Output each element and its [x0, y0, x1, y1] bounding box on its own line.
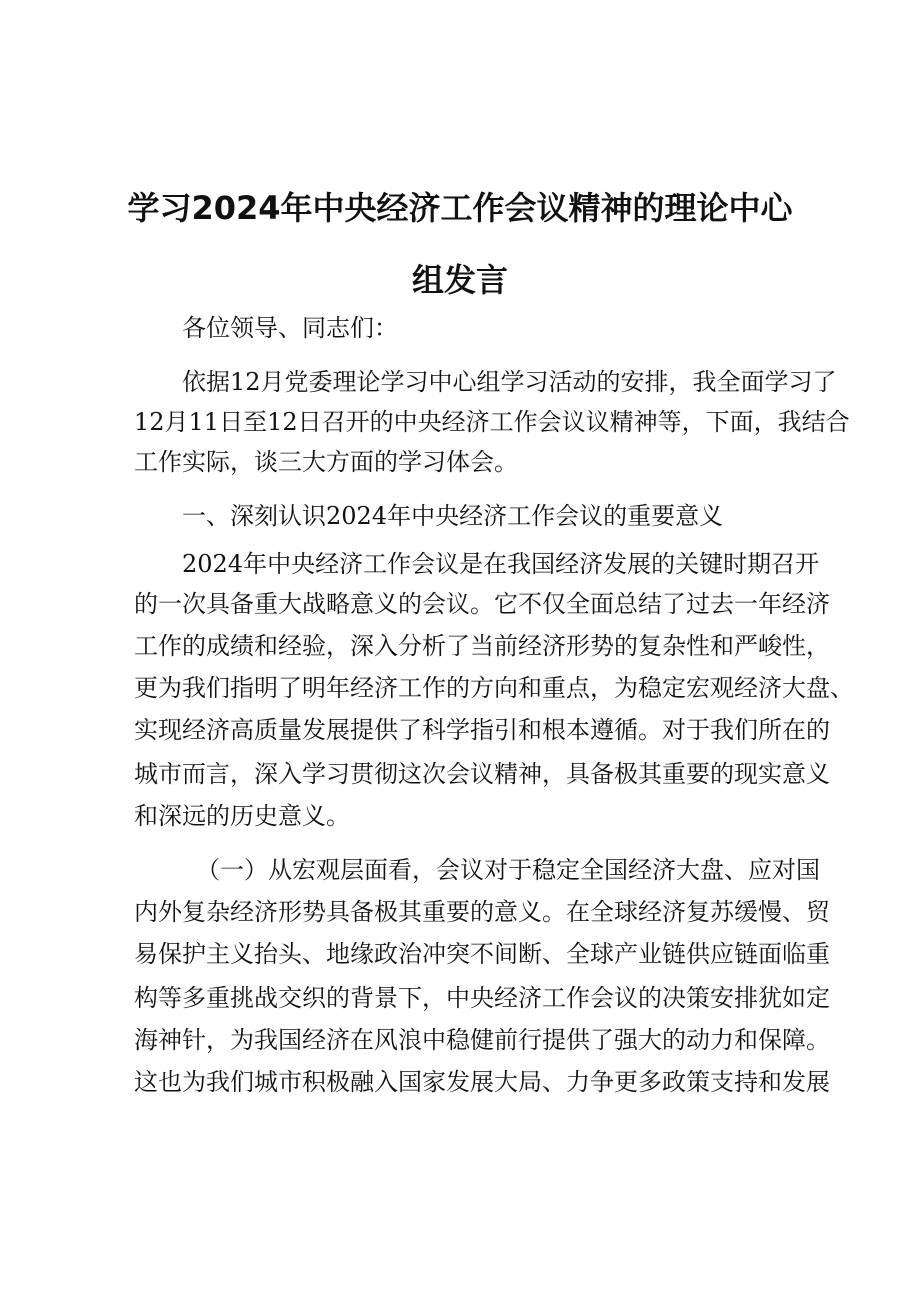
paragraph-line: 工作实际，谈三大方面的学习体会。	[134, 448, 518, 476]
paragraph-line: 城市而言，深入学习贯彻这次会议精神，具备极其重要的现实意义	[134, 760, 830, 788]
paragraph-line: 这也为我们城市积极融入国家发展大局、力争更多政策支持和发展	[134, 1068, 830, 1096]
paragraph-line: 2024年中央经济工作会议是在我国经济发展的关键时期召开	[182, 550, 820, 578]
section-heading: 一、深刻认识2024年中央经济工作会议的重要意义	[182, 502, 724, 530]
paragraph-line: 工作的成绩和经验，深入分析了当前经济形势的复杂性和严峻性，	[134, 632, 830, 660]
document-title-line-1: 学习2024年中央经济工作会议精神的理论中心	[127, 189, 793, 227]
salutation: 各位领导、同志们：	[182, 314, 398, 342]
paragraph-line: （一）从宏观层面看，会议对于稳定全国经济大盘、应对国	[196, 856, 820, 884]
paragraph-line: 更为我们指明了明年经济工作的方向和重点，为稳定宏观经济大盘、	[134, 674, 854, 702]
paragraph-line: 的一次具备重大战略意义的会议。它不仅全面总结了过去一年经济	[134, 590, 830, 618]
paragraph-line: 实现经济高质量发展提供了科学指引和根本遵循。对于我们所在的	[134, 716, 830, 744]
paragraph-line: 依据12月党委理论学习中心组学习活动的安排，我全面学习了	[182, 368, 837, 396]
paragraph-line: 海神针，为我国经济在风浪中稳健前行提供了强大的动力和保障。	[134, 1026, 830, 1054]
paragraph-line: 12月11日至12日召开的中央经济工作会议议精神等，下面，我结合	[134, 408, 850, 436]
paragraph-line: 内外复杂经济形势具备极其重要的意义。在全球经济复苏缓慢、贸	[134, 898, 830, 926]
paragraph-line: 和深远的历史意义。	[134, 802, 350, 830]
paragraph-line: 易保护主义抬头、地缘政治冲突不间断、全球产业链供应链面临重	[134, 940, 830, 968]
document-title-line-2: 组发言	[411, 261, 508, 299]
paragraph-line: 构等多重挑战交织的背景下，中央经济工作会议的决策安排犹如定	[134, 984, 830, 1012]
